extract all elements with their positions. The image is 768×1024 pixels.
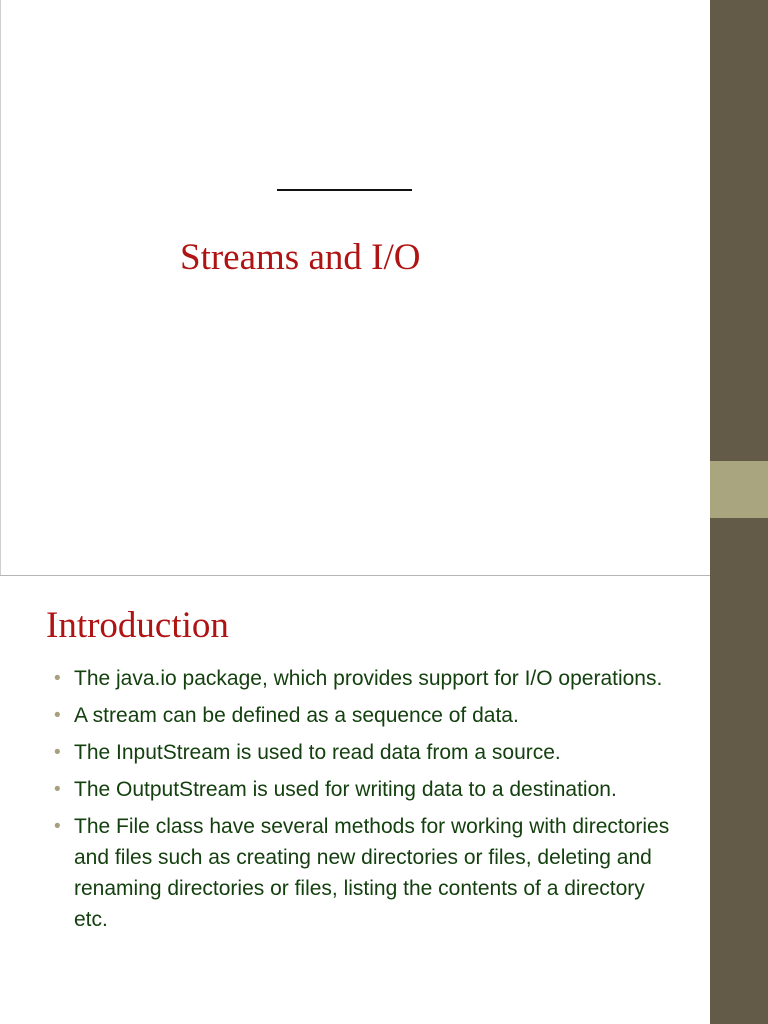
introduction-slide [0, 576, 710, 1024]
bullet-item [54, 663, 684, 694]
side-bar-accent [710, 461, 768, 518]
title-rule [277, 189, 412, 191]
blank-panel [592, 402, 698, 531]
bullet-text: The OutputStream is used for writing data to a destination. [74, 778, 617, 801]
slide-heading: Introduction [46, 605, 229, 646]
bullet-item [54, 737, 684, 768]
bullet-dot-icon: • [54, 742, 61, 763]
bullet-item [54, 700, 684, 731]
bullet-item [54, 811, 684, 935]
bullet-list [54, 663, 684, 941]
bullet-dot-icon: • [54, 779, 61, 800]
bullet-text: A stream can be defined as a sequence of data. [74, 704, 519, 727]
slide-title: Streams and I/O [180, 237, 421, 278]
slide-border [0, 0, 1, 575]
bullet-dot-icon: • [54, 668, 61, 689]
bullet-item [54, 774, 684, 805]
bullet-text: The File class have several methods for working with directories and files such as creating new directories or files, deleting and renaming directories or files, listing the contents of a directory etc. [74, 815, 670, 931]
bullet-dot-icon: • [54, 816, 61, 837]
bullet-dot-icon: • [54, 705, 61, 726]
bullet-text: The java.io package, which provides support for I/O operations. [74, 667, 663, 690]
bullet-text: The InputStream is used to read data from a source. [74, 741, 561, 764]
